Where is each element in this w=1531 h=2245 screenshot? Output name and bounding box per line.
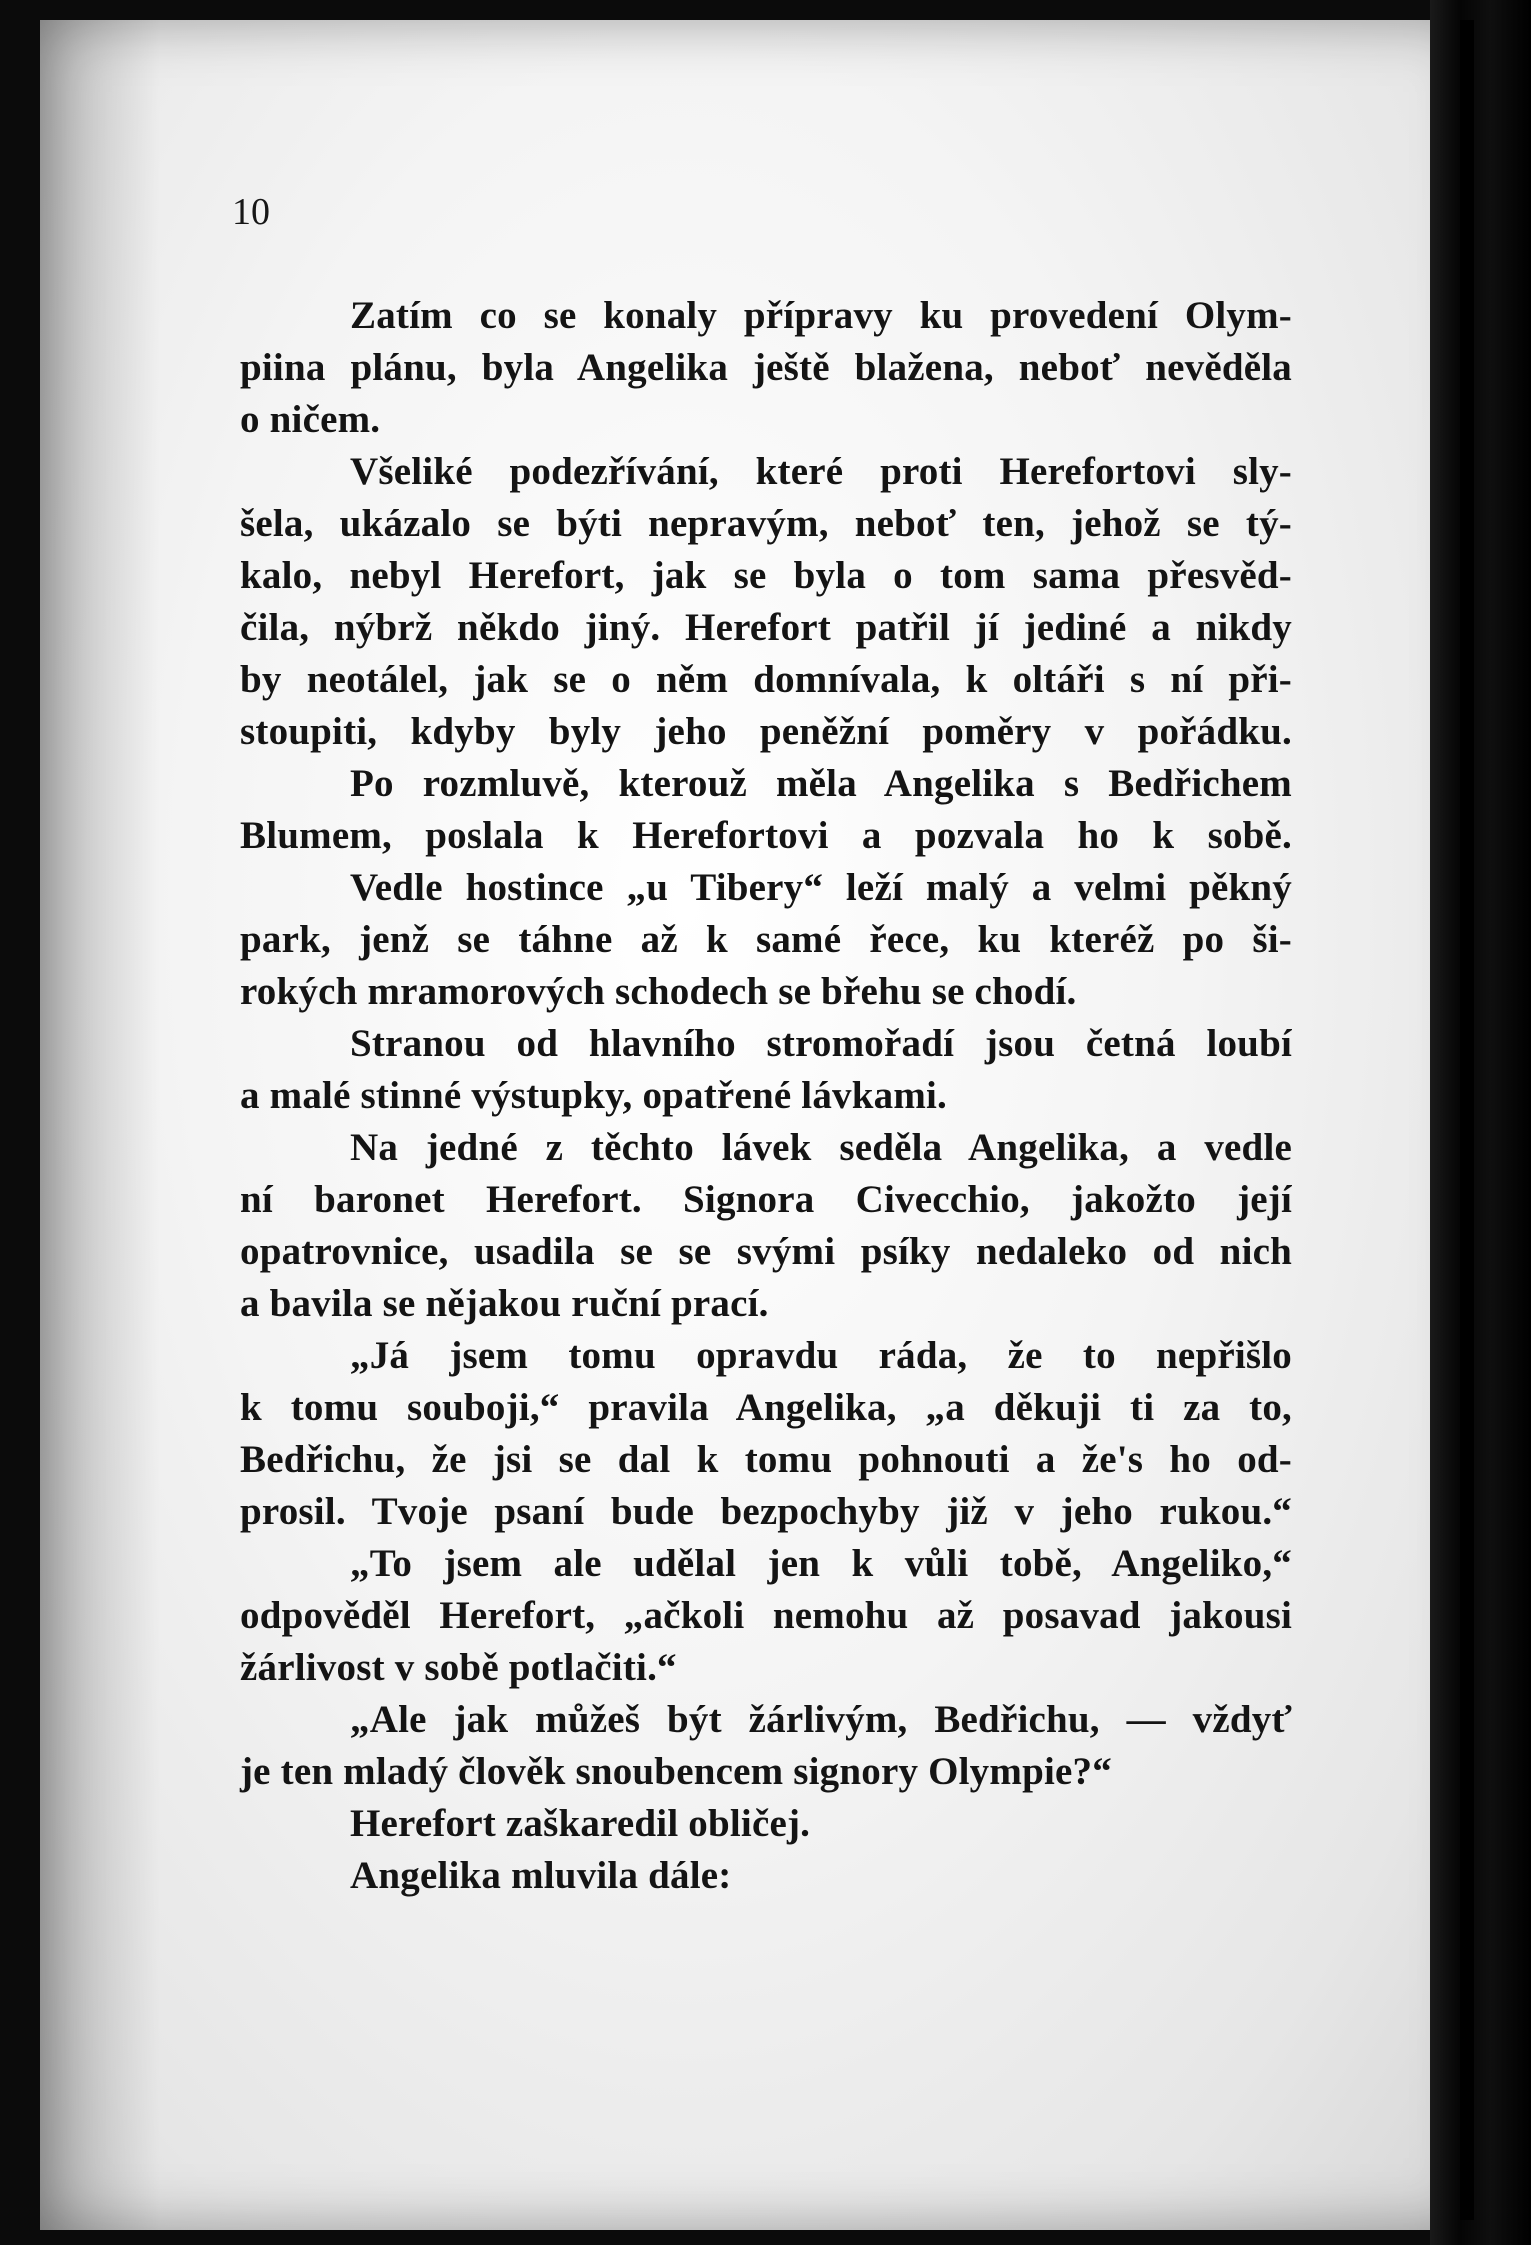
text-line: Stranou od hlavního stromořadí jsou četná loubí <box>350 1022 1292 1065</box>
text-line: ní baronet Herefort. Signora Civecchio, jakožto její <box>240 1178 1292 1221</box>
text-line: a bavila se nějakou ruční prací. <box>240 1282 769 1325</box>
text-line: Bedřichu, že jsi se dal k tomu pohnouti a že's ho od- <box>240 1438 1292 1481</box>
text-line: a malé stinné výstupky, opatřené lávkami. <box>240 1074 948 1117</box>
text-line: kalo, nebyl Herefort, jak se byla o tom sama přesvěd- <box>240 554 1292 597</box>
text-line: Na jedné z těchto lávek seděla Angelika, a vedle <box>350 1126 1292 1169</box>
text-line: Angelika mluvila dále: <box>350 1854 732 1897</box>
body-text <box>240 290 1292 1902</box>
text-line: Zatím co se konaly přípravy ku provedení Olym- <box>350 294 1292 337</box>
text-line: Blumem, poslala k Herefortovi a pozvala ho k sobě. <box>240 814 1292 857</box>
page-edge-shadow <box>40 20 160 2230</box>
text-line: by neotálel, jak se o něm domnívala, k oltáři s ní při- <box>240 658 1292 701</box>
text-line: „To jsem ale udělal jen k vůli tobě, Angeliko,“ <box>350 1542 1292 1585</box>
text-line: čila, nýbrž někdo jiný. Herefort patřil jí jediné a nikdy <box>240 606 1292 649</box>
text-line: o ničem. <box>240 398 381 441</box>
text-line: Všeliké podezřívání, které proti Herefortovi sly- <box>350 450 1292 493</box>
text-line: piina plánu, byla Angelika ještě blažena, neboť nevěděla <box>240 346 1292 389</box>
gutter-edge <box>1460 20 1474 2220</box>
text-line: rokých mramorových schodech se břehu se chodí. <box>240 970 1077 1013</box>
text-line: stoupiti, kdyby byly jeho peněžní poměry v pořádku. <box>240 710 1292 753</box>
text-line: žárlivost v sobě potlačiti.“ <box>240 1646 677 1689</box>
page-number: 10 <box>232 191 270 233</box>
text-line: Herefort zaškaredil obličej. <box>350 1802 811 1845</box>
text-line: „Já jsem tomu opravdu ráda, že to nepřišlo <box>350 1334 1292 1377</box>
text-line: park, jenž se táhne až k samé řece, ku kteréž po ši- <box>240 918 1292 961</box>
text-line: opatrovnice, usadila se se svými psíky nedaleko od nich <box>240 1230 1292 1273</box>
book-spine <box>1430 0 1531 2245</box>
text-line: k tomu souboji,“ pravila Angelika, „a děkuji ti za to, <box>240 1386 1292 1429</box>
text-line: Vedle hostince „u Tibery“ leží malý a velmi pěkný <box>350 866 1292 909</box>
text-line: „Ale jak můžeš být žárlivým, Bedřichu, — vždyť <box>350 1698 1292 1741</box>
text-line: Po rozmluvě, kterouž měla Angelika s Bedřichem <box>350 762 1292 805</box>
text-line: odpověděl Herefort, „ačkoli nemohu až posavad jakousi <box>240 1594 1292 1637</box>
text-line: prosil. Tvoje psaní bude bezpochyby již v jeho rukou.“ <box>240 1490 1292 1533</box>
text-line: je ten mladý člověk snoubencem signory Olympie?“ <box>240 1750 1112 1793</box>
text-line: šela, ukázalo se býti nepravým, neboť ten, jehož se tý- <box>240 502 1292 545</box>
